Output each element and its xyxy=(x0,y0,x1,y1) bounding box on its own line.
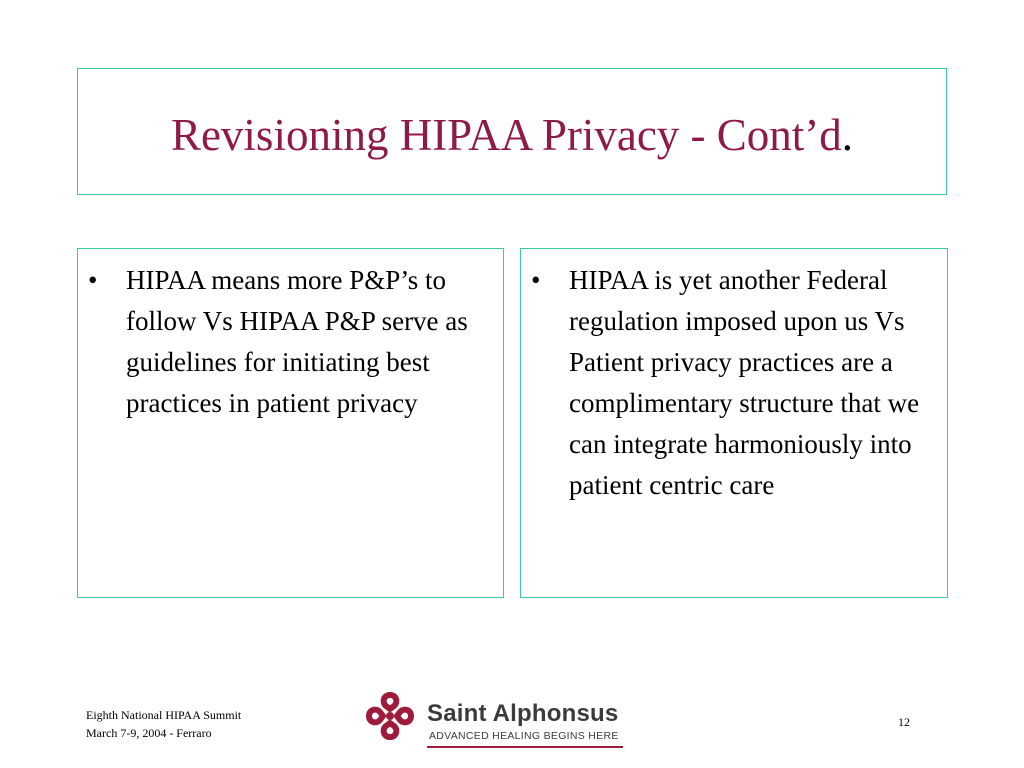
slide-title-text: Revisioning HIPAA Privacy - Cont’d xyxy=(170,110,842,160)
logo-tagline: ADVANCED HEALING BEGINS HERE xyxy=(429,730,619,742)
slide-title-period: . xyxy=(841,110,854,160)
left-bullet-text: HIPAA means more P&P’s to follow Vs HIPAA P&P serve as guidelines for initiating best practices in patient privacy xyxy=(126,265,468,418)
logo-name: Saint Alphonsus xyxy=(427,700,619,727)
slide-title xyxy=(170,110,854,160)
bullet-icon: • xyxy=(531,265,541,295)
bullet-icon: • xyxy=(88,265,98,295)
footer-line-2: March 7-9, 2004 - Ferraro xyxy=(86,726,212,740)
title-box xyxy=(77,68,947,195)
left-column-box xyxy=(77,248,504,598)
cross-icon xyxy=(365,691,415,741)
footer-line-1: Eighth National HIPAA Summit xyxy=(86,708,242,722)
right-column-box xyxy=(520,248,948,598)
right-bullet-text: HIPAA is yet another Federal regulation imposed upon us Vs Patient privacy practices are a complimentary structure that we can integrate harmoniously into patient centric care xyxy=(569,265,920,500)
right-bullet-item xyxy=(531,260,939,506)
footer-info xyxy=(86,706,241,742)
page-number: 12 xyxy=(898,715,910,729)
logo-underline xyxy=(427,746,623,748)
saint-alphonsus-logo xyxy=(365,688,630,750)
left-bullet-item xyxy=(88,260,495,424)
